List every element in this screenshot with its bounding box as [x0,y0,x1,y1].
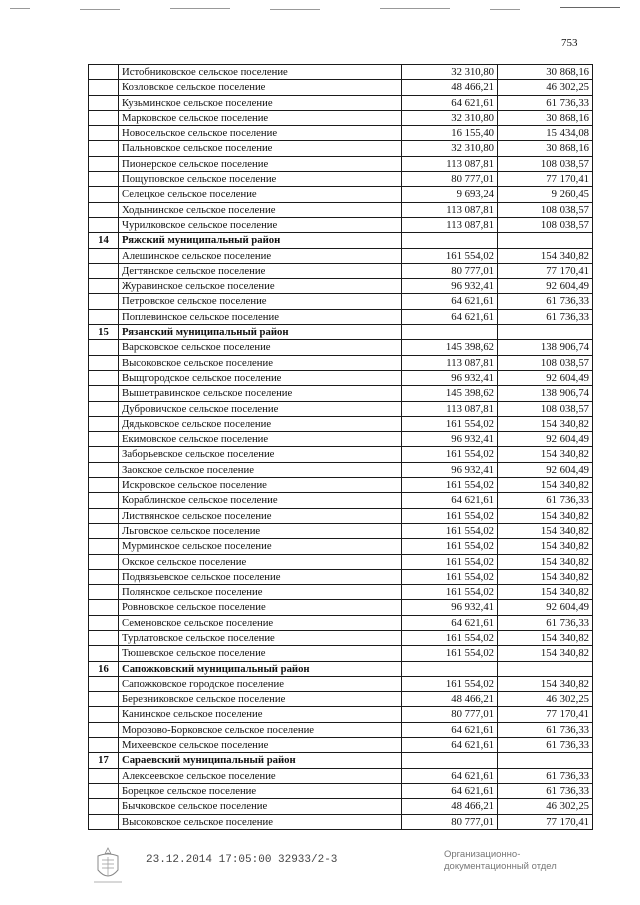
row-name: Сараевский муниципальный район [119,753,402,768]
table-row [89,615,593,630]
row-value-2: 77 170,41 [498,814,593,829]
row-number [89,600,119,615]
row-name: Марковское сельское поселение [119,110,402,125]
table-body [89,65,593,830]
table-row [89,110,593,125]
row-value-2: 154 340,82 [498,585,593,600]
row-name: Новосельское сельское поселение [119,126,402,141]
row-number [89,110,119,125]
row-value-1: 96 932,41 [402,432,498,447]
row-name: Подвязьевское сельское поселение [119,569,402,584]
row-value-2: 30 868,16 [498,141,593,156]
table-row [89,65,593,80]
table-row [89,646,593,661]
row-name: Заборьевское сельское поселение [119,447,402,462]
row-number [89,156,119,171]
table-row [89,799,593,814]
row-value-1: 80 777,01 [402,814,498,829]
row-number [89,783,119,798]
row-value-1: 161 554,02 [402,508,498,523]
row-name: Михеевское сельское поселение [119,738,402,753]
row-name: Сапожковское городское поселение [119,676,402,691]
row-value-1: 96 932,41 [402,600,498,615]
row-value-1: 48 466,21 [402,692,498,707]
table-row [89,309,593,324]
row-name: Чурилковское сельское поселение [119,217,402,232]
row-name: Петровское сельское поселение [119,294,402,309]
row-number [89,615,119,630]
row-value-1: 32 310,80 [402,141,498,156]
coat-of-arms-emblem [92,846,124,886]
row-number [89,523,119,538]
row-name: Екимовское сельское поселение [119,432,402,447]
row-value-2: 46 302,25 [498,80,593,95]
row-value-1: 161 554,02 [402,539,498,554]
row-name: Полянское сельское поселение [119,585,402,600]
stamp-line-1: Организационно- [444,849,521,860]
row-name: Сапожковский муниципальный район [119,661,402,676]
row-value-1: 80 777,01 [402,707,498,722]
row-value-1: 161 554,02 [402,478,498,493]
row-value-2: 77 170,41 [498,707,593,722]
table-row [89,814,593,829]
row-value-1: 161 554,02 [402,416,498,431]
page-number: 753 [561,37,578,49]
row-value-1: 64 621,61 [402,615,498,630]
table-row [89,493,593,508]
department-stamp [444,849,557,873]
allocation-table [88,64,593,830]
table-row [89,523,593,538]
row-value-2: 108 038,57 [498,202,593,217]
row-value-1: 161 554,02 [402,585,498,600]
row-number [89,554,119,569]
table-row [89,263,593,278]
table-row [89,401,593,416]
row-name: Семеновское сельское поселение [119,615,402,630]
row-number [89,768,119,783]
row-value-2: 154 340,82 [498,508,593,523]
row-name: Березниковское сельское поселение [119,692,402,707]
row-name: Высоковское сельское поселение [119,814,402,829]
row-name: Заокское сельское поселение [119,462,402,477]
row-value-1: 48 466,21 [402,799,498,814]
row-value-2: 108 038,57 [498,156,593,171]
table-row [89,585,593,600]
table-row [89,738,593,753]
row-value-1: 113 087,81 [402,401,498,416]
row-number [89,738,119,753]
table-row [89,187,593,202]
row-value-2: 61 736,33 [498,493,593,508]
row-value-1: 145 398,62 [402,340,498,355]
table-row [89,676,593,691]
table-row [89,141,593,156]
row-value-2: 154 340,82 [498,523,593,538]
row-value-2: 154 340,82 [498,539,593,554]
row-number [89,462,119,477]
table-row [89,508,593,523]
row-value-1: 9 693,24 [402,187,498,202]
row-name: Дубровичское сельское поселение [119,401,402,416]
row-value-2: 30 868,16 [498,65,593,80]
row-value-1: 80 777,01 [402,172,498,187]
district-row [89,753,593,768]
row-value-1: 161 554,02 [402,646,498,661]
row-value-2: 154 340,82 [498,569,593,584]
row-number [89,187,119,202]
row-value-2: 154 340,82 [498,676,593,691]
row-number [89,202,119,217]
row-value-1: 161 554,02 [402,523,498,538]
row-value-2: 154 340,82 [498,248,593,263]
row-number [89,80,119,95]
footer-datetime: 23.12.2014 17:05:00 [146,854,272,866]
row-name: Козловское сельское поселение [119,80,402,95]
row-number [89,569,119,584]
row-number: 15 [89,325,119,340]
table-row [89,156,593,171]
row-name: Ровновское сельское поселение [119,600,402,615]
row-value-1: 64 621,61 [402,309,498,324]
row-number [89,447,119,462]
row-value-1: 96 932,41 [402,462,498,477]
row-name: Поплевинское сельское поселение [119,309,402,324]
row-value-2 [498,325,593,340]
row-value-1: 161 554,02 [402,630,498,645]
row-name: Алексеевское сельское поселение [119,768,402,783]
row-value-1: 64 621,61 [402,768,498,783]
row-name: Морозово-Борковское сельское поселение [119,722,402,737]
row-value-2: 92 604,49 [498,370,593,385]
row-value-2: 154 340,82 [498,630,593,645]
row-value-1: 96 932,41 [402,279,498,294]
row-number [89,692,119,707]
row-name: Выщгородское сельское поселение [119,370,402,385]
row-value-1: 161 554,02 [402,248,498,263]
table-row [89,202,593,217]
row-name: Рязанский муниципальный район [119,325,402,340]
row-number: 14 [89,233,119,248]
row-name: Пощуповское сельское поселение [119,172,402,187]
row-value-2: 61 736,33 [498,615,593,630]
row-name: Пальновское сельское поселение [119,141,402,156]
row-value-2: 77 170,41 [498,172,593,187]
row-value-1: 64 621,61 [402,294,498,309]
row-value-1: 64 621,61 [402,722,498,737]
row-value-2: 92 604,49 [498,600,593,615]
row-value-1: 113 087,81 [402,202,498,217]
row-value-1: 161 554,02 [402,554,498,569]
row-number [89,585,119,600]
row-value-1: 64 621,61 [402,738,498,753]
row-name: Варсковское сельское поселение [119,340,402,355]
row-value-2: 154 340,82 [498,416,593,431]
row-value-2: 92 604,49 [498,432,593,447]
row-name: Турлатовское сельское поселение [119,630,402,645]
row-name: Ходынинское сельское поселение [119,202,402,217]
row-value-2: 154 340,82 [498,478,593,493]
row-value-2: 61 736,33 [498,768,593,783]
row-value-2: 61 736,33 [498,95,593,110]
table-row [89,172,593,187]
row-number [89,65,119,80]
row-number [89,508,119,523]
row-value-2: 15 434,08 [498,126,593,141]
row-number [89,279,119,294]
table-row [89,783,593,798]
row-value-2: 30 868,16 [498,110,593,125]
row-name: Бычковское сельское поселение [119,799,402,814]
row-value-1: 32 310,80 [402,65,498,80]
row-number [89,539,119,554]
row-name: Дядьковское сельское поселение [119,416,402,431]
table-row [89,462,593,477]
row-value-2: 154 340,82 [498,554,593,569]
table-row [89,600,593,615]
row-number [89,309,119,324]
table-row [89,80,593,95]
row-name: Тюшевское сельское поселение [119,646,402,661]
row-value-2: 138 906,74 [498,340,593,355]
row-value-2: 46 302,25 [498,799,593,814]
table-row [89,432,593,447]
row-number [89,355,119,370]
table-row [89,692,593,707]
row-number [89,386,119,401]
row-name: Кузьминское сельское поселение [119,95,402,110]
row-value-1: 16 155,40 [402,126,498,141]
row-value-2: 61 736,33 [498,309,593,324]
row-value-1 [402,661,498,676]
row-value-1: 80 777,01 [402,263,498,278]
row-number [89,630,119,645]
row-name: Листвянское сельское поселение [119,508,402,523]
row-number [89,493,119,508]
row-value-2: 77 170,41 [498,263,593,278]
row-value-2: 9 260,45 [498,187,593,202]
row-name: Льговское сельское поселение [119,523,402,538]
row-value-1: 161 554,02 [402,447,498,462]
row-number [89,95,119,110]
table-row [89,370,593,385]
row-value-1: 161 554,02 [402,676,498,691]
table-row [89,569,593,584]
table-row [89,294,593,309]
row-value-2: 92 604,49 [498,462,593,477]
row-number [89,432,119,447]
district-row [89,661,593,676]
row-number [89,340,119,355]
row-value-1 [402,233,498,248]
row-value-2: 61 736,33 [498,722,593,737]
row-name: Борецкое сельское поселение [119,783,402,798]
row-value-1 [402,325,498,340]
row-value-2: 61 736,33 [498,294,593,309]
row-number [89,217,119,232]
table-row [89,707,593,722]
row-name: Дегтянское сельское поселение [119,263,402,278]
row-name: Окское сельское поселение [119,554,402,569]
stamp-line-2: документационный отдел [444,861,557,872]
row-value-1: 64 621,61 [402,493,498,508]
row-number [89,799,119,814]
table-row [89,722,593,737]
row-number [89,294,119,309]
table-row [89,416,593,431]
row-value-1: 113 087,81 [402,355,498,370]
table-row [89,340,593,355]
row-name: Канинское сельское поселение [119,707,402,722]
row-number [89,401,119,416]
row-value-1: 96 932,41 [402,370,498,385]
row-number [89,646,119,661]
row-number [89,722,119,737]
footer-document-code: 32933/2-3 [278,854,338,866]
row-number [89,141,119,156]
row-value-1: 64 621,61 [402,783,498,798]
row-number [89,676,119,691]
row-name: Искровское сельское поселение [119,478,402,493]
row-name: Истобниковское сельское поселение [119,65,402,80]
table-row [89,630,593,645]
row-number [89,707,119,722]
row-value-2: 108 038,57 [498,217,593,232]
row-name: Вышетравинское сельское поселение [119,386,402,401]
row-value-2: 61 736,33 [498,738,593,753]
row-number [89,416,119,431]
row-value-2: 108 038,57 [498,401,593,416]
row-value-2: 46 302,25 [498,692,593,707]
row-number [89,248,119,263]
row-value-1: 113 087,81 [402,156,498,171]
district-row [89,325,593,340]
row-number: 17 [89,753,119,768]
row-value-2: 154 340,82 [498,646,593,661]
row-name: Высоковское сельское поселение [119,355,402,370]
district-row [89,233,593,248]
row-value-2 [498,233,593,248]
row-number [89,814,119,829]
row-name: Пионерское сельское поселение [119,156,402,171]
row-value-1: 161 554,02 [402,569,498,584]
row-number: 16 [89,661,119,676]
row-name: Ряжский муниципальный район [119,233,402,248]
row-number [89,263,119,278]
row-name: Журавинское сельское поселение [119,279,402,294]
row-value-1: 32 310,80 [402,110,498,125]
row-name: Алешинское сельское поселение [119,248,402,263]
table-row [89,279,593,294]
table-row [89,478,593,493]
row-value-2: 138 906,74 [498,386,593,401]
row-number [89,370,119,385]
row-value-1: 145 398,62 [402,386,498,401]
row-value-2: 61 736,33 [498,783,593,798]
row-number [89,126,119,141]
table-row [89,447,593,462]
row-value-1 [402,753,498,768]
row-value-2: 108 038,57 [498,355,593,370]
row-number [89,478,119,493]
table-row [89,355,593,370]
row-value-2 [498,661,593,676]
row-value-1: 113 087,81 [402,217,498,232]
row-value-2: 154 340,82 [498,447,593,462]
row-value-1: 48 466,21 [402,80,498,95]
table-row [89,217,593,232]
row-number [89,172,119,187]
row-value-2 [498,753,593,768]
row-value-1: 64 621,61 [402,95,498,110]
row-name: Мурминское сельское поселение [119,539,402,554]
row-name: Кораблинское сельское поселение [119,493,402,508]
table-row [89,539,593,554]
table-row [89,386,593,401]
table-row [89,95,593,110]
scan-edge-marks [0,6,640,14]
table-row [89,768,593,783]
row-value-2: 92 604,49 [498,279,593,294]
table-row [89,554,593,569]
table-row [89,248,593,263]
table-row [89,126,593,141]
row-name: Селецкое сельское поселение [119,187,402,202]
